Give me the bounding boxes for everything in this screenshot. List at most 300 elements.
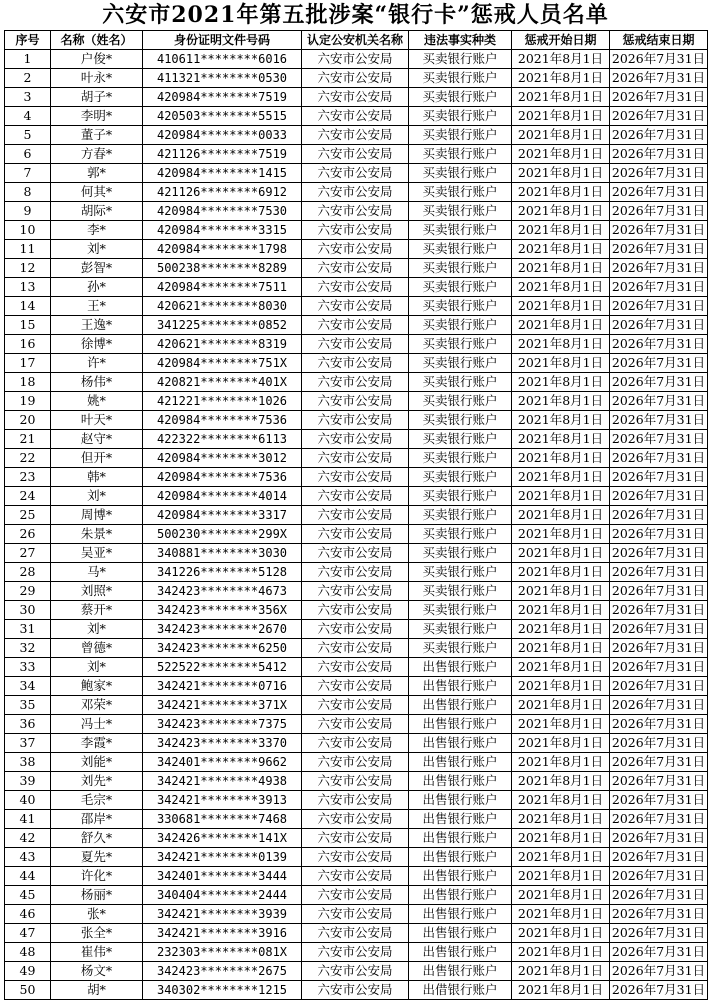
table-row <box>5 468 708 487</box>
end-date: 2026年7月31日 <box>610 202 708 221</box>
row-index: 39 <box>5 772 51 791</box>
violation-type: 出售银行账户 <box>409 696 512 715</box>
table-row <box>5 677 708 696</box>
end-date: 2026年7月31日 <box>610 69 708 88</box>
row-index: 29 <box>5 582 51 601</box>
table-row <box>5 734 708 753</box>
start-date: 2021年8月1日 <box>512 221 610 240</box>
table-row <box>5 487 708 506</box>
person-name: 吴亚* <box>51 544 143 563</box>
table-row <box>5 335 708 354</box>
violation-type: 买卖银行账户 <box>409 392 512 411</box>
row-index: 10 <box>5 221 51 240</box>
table-row <box>5 601 708 620</box>
authority-name: 六安市公安局 <box>302 449 409 468</box>
start-date: 2021年8月1日 <box>512 259 610 278</box>
person-name: 但开* <box>51 449 143 468</box>
id-number: 420984********7530 <box>143 202 302 221</box>
id-number: 420984********1798 <box>143 240 302 259</box>
row-index: 36 <box>5 715 51 734</box>
end-date: 2026年7月31日 <box>610 278 708 297</box>
table-row <box>5 658 708 677</box>
table-row <box>5 145 708 164</box>
end-date: 2026年7月31日 <box>610 335 708 354</box>
violation-type: 买卖银行账户 <box>409 69 512 88</box>
authority-name: 六安市公安局 <box>302 601 409 620</box>
violation-type: 买卖银行账户 <box>409 639 512 658</box>
table-row <box>5 449 708 468</box>
id-number: 420821********401X <box>143 373 302 392</box>
person-name: 王逸* <box>51 316 143 335</box>
id-number: 342421********0716 <box>143 677 302 696</box>
violation-type: 出售银行账户 <box>409 658 512 677</box>
start-date: 2021年8月1日 <box>512 544 610 563</box>
end-date: 2026年7月31日 <box>610 354 708 373</box>
col-name-header: 名称（姓名） <box>51 31 143 50</box>
table-row <box>5 240 708 259</box>
end-date: 2026年7月31日 <box>610 392 708 411</box>
id-number: 420984********3012 <box>143 449 302 468</box>
person-name: 朱景* <box>51 525 143 544</box>
authority-name: 六安市公安局 <box>302 981 409 1000</box>
person-name: 董子* <box>51 126 143 145</box>
violation-type: 买卖银行账户 <box>409 449 512 468</box>
start-date: 2021年8月1日 <box>512 620 610 639</box>
end-date: 2026年7月31日 <box>610 164 708 183</box>
id-number: 342423********2675 <box>143 962 302 981</box>
start-date: 2021年8月1日 <box>512 354 610 373</box>
violation-type: 买卖银行账户 <box>409 430 512 449</box>
id-number: 341225********0852 <box>143 316 302 335</box>
table-row <box>5 316 708 335</box>
row-index: 27 <box>5 544 51 563</box>
person-name: 李* <box>51 221 143 240</box>
start-date: 2021年8月1日 <box>512 829 610 848</box>
end-date: 2026年7月31日 <box>610 943 708 962</box>
person-name: 郭* <box>51 164 143 183</box>
end-date: 2026年7月31日 <box>610 620 708 639</box>
penalty-list-table <box>4 30 708 1000</box>
person-name: 杨文* <box>51 962 143 981</box>
table-row <box>5 126 708 145</box>
row-index: 6 <box>5 145 51 164</box>
end-date: 2026年7月31日 <box>610 240 708 259</box>
end-date: 2026年7月31日 <box>610 791 708 810</box>
id-number: 342421********0139 <box>143 848 302 867</box>
row-index: 44 <box>5 867 51 886</box>
start-date: 2021年8月1日 <box>512 639 610 658</box>
authority-name: 六安市公安局 <box>302 335 409 354</box>
person-name: 刘能* <box>51 753 143 772</box>
col-violation-type-header: 违法事实种类 <box>409 31 512 50</box>
authority-name: 六安市公安局 <box>302 69 409 88</box>
end-date: 2026年7月31日 <box>610 487 708 506</box>
end-date: 2026年7月31日 <box>610 297 708 316</box>
col-authority-header: 认定公安机关名称 <box>302 31 409 50</box>
end-date: 2026年7月31日 <box>610 639 708 658</box>
violation-type: 买卖银行账户 <box>409 582 512 601</box>
violation-type: 买卖银行账户 <box>409 240 512 259</box>
authority-name: 六安市公安局 <box>302 240 409 259</box>
row-index: 19 <box>5 392 51 411</box>
id-number: 340302********1215 <box>143 981 302 1000</box>
row-index: 22 <box>5 449 51 468</box>
start-date: 2021年8月1日 <box>512 677 610 696</box>
person-name: 何其* <box>51 183 143 202</box>
end-date: 2026年7月31日 <box>610 867 708 886</box>
row-index: 5 <box>5 126 51 145</box>
row-index: 7 <box>5 164 51 183</box>
id-number: 340881********3030 <box>143 544 302 563</box>
violation-type: 买卖银行账户 <box>409 601 512 620</box>
violation-type: 买卖银行账户 <box>409 145 512 164</box>
end-date: 2026年7月31日 <box>610 50 708 69</box>
id-number: 420984********7536 <box>143 411 302 430</box>
row-index: 12 <box>5 259 51 278</box>
person-name: 毛宗* <box>51 791 143 810</box>
end-date: 2026年7月31日 <box>610 449 708 468</box>
start-date: 2021年8月1日 <box>512 69 610 88</box>
person-name: 李明* <box>51 107 143 126</box>
end-date: 2026年7月31日 <box>610 183 708 202</box>
end-date: 2026年7月31日 <box>610 411 708 430</box>
violation-type: 买卖银行账户 <box>409 126 512 145</box>
id-number: 420984********3315 <box>143 221 302 240</box>
row-index: 23 <box>5 468 51 487</box>
id-number: 421126********6912 <box>143 183 302 202</box>
person-name: 刘* <box>51 487 143 506</box>
row-index: 1 <box>5 50 51 69</box>
id-number: 342421********3939 <box>143 905 302 924</box>
end-date: 2026年7月31日 <box>610 107 708 126</box>
table-row <box>5 639 708 658</box>
violation-type: 出售银行账户 <box>409 848 512 867</box>
violation-type: 买卖银行账户 <box>409 88 512 107</box>
authority-name: 六安市公安局 <box>302 924 409 943</box>
end-date: 2026年7月31日 <box>610 905 708 924</box>
row-index: 28 <box>5 563 51 582</box>
start-date: 2021年8月1日 <box>512 905 610 924</box>
start-date: 2021年8月1日 <box>512 848 610 867</box>
authority-name: 六安市公安局 <box>302 164 409 183</box>
start-date: 2021年8月1日 <box>512 297 610 316</box>
table-row <box>5 886 708 905</box>
row-index: 40 <box>5 791 51 810</box>
person-name: 刘先* <box>51 772 143 791</box>
start-date: 2021年8月1日 <box>512 810 610 829</box>
id-number: 420984********0033 <box>143 126 302 145</box>
authority-name: 六安市公安局 <box>302 791 409 810</box>
end-date: 2026年7月31日 <box>610 506 708 525</box>
table-row <box>5 582 708 601</box>
id-number: 420984********7511 <box>143 278 302 297</box>
id-number: 420984********1415 <box>143 164 302 183</box>
id-number: 422322********6113 <box>143 430 302 449</box>
table-row <box>5 791 708 810</box>
row-index: 2 <box>5 69 51 88</box>
id-number: 420984********751X <box>143 354 302 373</box>
start-date: 2021年8月1日 <box>512 525 610 544</box>
violation-type: 出售银行账户 <box>409 810 512 829</box>
table-row <box>5 506 708 525</box>
start-date: 2021年8月1日 <box>512 468 610 487</box>
start-date: 2021年8月1日 <box>512 392 610 411</box>
table-row <box>5 981 708 1000</box>
violation-type: 出售银行账户 <box>409 715 512 734</box>
end-date: 2026年7月31日 <box>610 316 708 335</box>
authority-name: 六安市公安局 <box>302 126 409 145</box>
row-index: 30 <box>5 601 51 620</box>
id-number: 342401********9662 <box>143 753 302 772</box>
table-row <box>5 297 708 316</box>
authority-name: 六安市公安局 <box>302 88 409 107</box>
start-date: 2021年8月1日 <box>512 943 610 962</box>
table-row <box>5 88 708 107</box>
person-name: 张* <box>51 905 143 924</box>
end-date: 2026年7月31日 <box>610 677 708 696</box>
start-date: 2021年8月1日 <box>512 487 610 506</box>
authority-name: 六安市公安局 <box>302 373 409 392</box>
person-name: 刘* <box>51 658 143 677</box>
authority-name: 六安市公安局 <box>302 50 409 69</box>
header-row <box>5 31 708 50</box>
violation-type: 买卖银行账户 <box>409 316 512 335</box>
start-date: 2021年8月1日 <box>512 601 610 620</box>
violation-type: 买卖银行账户 <box>409 259 512 278</box>
start-date: 2021年8月1日 <box>512 867 610 886</box>
table-row <box>5 221 708 240</box>
violation-type: 出售银行账户 <box>409 791 512 810</box>
table-row <box>5 905 708 924</box>
id-number: 420621********8319 <box>143 335 302 354</box>
row-index: 18 <box>5 373 51 392</box>
person-name: 胡子* <box>51 88 143 107</box>
end-date: 2026年7月31日 <box>610 221 708 240</box>
end-date: 2026年7月31日 <box>610 715 708 734</box>
authority-name: 六安市公安局 <box>302 620 409 639</box>
end-date: 2026年7月31日 <box>610 525 708 544</box>
start-date: 2021年8月1日 <box>512 430 610 449</box>
end-date: 2026年7月31日 <box>610 981 708 1000</box>
end-date: 2026年7月31日 <box>610 924 708 943</box>
id-number: 342423********356X <box>143 601 302 620</box>
person-name: 刘照* <box>51 582 143 601</box>
start-date: 2021年8月1日 <box>512 278 610 297</box>
person-name: 叶天* <box>51 411 143 430</box>
person-name: 邓荣* <box>51 696 143 715</box>
id-number: 342421********371X <box>143 696 302 715</box>
id-number: 420984********4014 <box>143 487 302 506</box>
authority-name: 六安市公安局 <box>302 487 409 506</box>
row-index: 43 <box>5 848 51 867</box>
person-name: 许* <box>51 354 143 373</box>
start-date: 2021年8月1日 <box>512 772 610 791</box>
authority-name: 六安市公安局 <box>302 411 409 430</box>
violation-type: 出售银行账户 <box>409 772 512 791</box>
person-name: 杨丽* <box>51 886 143 905</box>
row-index: 15 <box>5 316 51 335</box>
id-number: 411321********0530 <box>143 69 302 88</box>
violation-type: 出售银行账户 <box>409 905 512 924</box>
person-name: 张全* <box>51 924 143 943</box>
start-date: 2021年8月1日 <box>512 373 610 392</box>
table-row <box>5 772 708 791</box>
start-date: 2021年8月1日 <box>512 164 610 183</box>
row-index: 24 <box>5 487 51 506</box>
row-index: 47 <box>5 924 51 943</box>
row-index: 33 <box>5 658 51 677</box>
table-row <box>5 544 708 563</box>
end-date: 2026年7月31日 <box>610 468 708 487</box>
row-index: 21 <box>5 430 51 449</box>
row-index: 13 <box>5 278 51 297</box>
violation-type: 出售银行账户 <box>409 924 512 943</box>
end-date: 2026年7月31日 <box>610 734 708 753</box>
violation-type: 出借银行账户 <box>409 981 512 1000</box>
person-name: 崔伟* <box>51 943 143 962</box>
end-date: 2026年7月31日 <box>610 848 708 867</box>
id-number: 342421********3916 <box>143 924 302 943</box>
violation-type: 买卖银行账户 <box>409 50 512 69</box>
violation-type: 买卖银行账户 <box>409 487 512 506</box>
row-index: 46 <box>5 905 51 924</box>
person-name: 叶永* <box>51 69 143 88</box>
table-row <box>5 354 708 373</box>
id-number: 420984********7519 <box>143 88 302 107</box>
table-header <box>5 31 708 50</box>
row-index: 25 <box>5 506 51 525</box>
person-name: 曾德* <box>51 639 143 658</box>
violation-type: 出售银行账户 <box>409 867 512 886</box>
violation-type: 买卖银行账户 <box>409 183 512 202</box>
violation-type: 买卖银行账户 <box>409 221 512 240</box>
violation-type: 买卖银行账户 <box>409 544 512 563</box>
row-index: 50 <box>5 981 51 1000</box>
table-row <box>5 107 708 126</box>
row-index: 4 <box>5 107 51 126</box>
start-date: 2021年8月1日 <box>512 411 610 430</box>
violation-type: 买卖银行账户 <box>409 202 512 221</box>
start-date: 2021年8月1日 <box>512 734 610 753</box>
table-row <box>5 411 708 430</box>
person-name: 马* <box>51 563 143 582</box>
start-date: 2021年8月1日 <box>512 563 610 582</box>
row-index: 8 <box>5 183 51 202</box>
person-name: 徐博* <box>51 335 143 354</box>
authority-name: 六安市公安局 <box>302 145 409 164</box>
person-name: 邵岸* <box>51 810 143 829</box>
authority-name: 六安市公安局 <box>302 677 409 696</box>
id-number: 342423********6250 <box>143 639 302 658</box>
authority-name: 六安市公安局 <box>302 715 409 734</box>
start-date: 2021年8月1日 <box>512 126 610 145</box>
violation-type: 出售银行账户 <box>409 962 512 981</box>
authority-name: 六安市公安局 <box>302 525 409 544</box>
id-number: 420984********7536 <box>143 468 302 487</box>
id-number: 342426********141X <box>143 829 302 848</box>
violation-type: 出售银行账户 <box>409 829 512 848</box>
end-date: 2026年7月31日 <box>610 145 708 164</box>
row-index: 42 <box>5 829 51 848</box>
table-row <box>5 943 708 962</box>
table-row <box>5 715 708 734</box>
authority-name: 六安市公安局 <box>302 202 409 221</box>
row-index: 31 <box>5 620 51 639</box>
table-row <box>5 392 708 411</box>
authority-name: 六安市公安局 <box>302 506 409 525</box>
table-row <box>5 563 708 582</box>
id-number: 522522********5412 <box>143 658 302 677</box>
table-row <box>5 829 708 848</box>
id-number: 500230********299X <box>143 525 302 544</box>
authority-name: 六安市公安局 <box>302 867 409 886</box>
person-name: 户俊* <box>51 50 143 69</box>
start-date: 2021年8月1日 <box>512 886 610 905</box>
id-number: 342421********4938 <box>143 772 302 791</box>
end-date: 2026年7月31日 <box>610 126 708 145</box>
start-date: 2021年8月1日 <box>512 962 610 981</box>
violation-type: 买卖银行账户 <box>409 411 512 430</box>
violation-type: 买卖银行账户 <box>409 164 512 183</box>
row-index: 34 <box>5 677 51 696</box>
authority-name: 六安市公安局 <box>302 734 409 753</box>
end-date: 2026年7月31日 <box>610 658 708 677</box>
authority-name: 六安市公安局 <box>302 696 409 715</box>
authority-name: 六安市公安局 <box>302 468 409 487</box>
document-title: 六安市2021年第五批涉案“银行卡”惩戒人员名单 <box>102 2 609 28</box>
row-index: 9 <box>5 202 51 221</box>
table-row <box>5 259 708 278</box>
end-date: 2026年7月31日 <box>610 772 708 791</box>
violation-type: 买卖银行账户 <box>409 620 512 639</box>
person-name: 孙* <box>51 278 143 297</box>
violation-type: 买卖银行账户 <box>409 297 512 316</box>
person-name: 胡* <box>51 981 143 1000</box>
id-number: 421221********1026 <box>143 392 302 411</box>
violation-type: 买卖银行账户 <box>409 468 512 487</box>
authority-name: 六安市公安局 <box>302 544 409 563</box>
id-number: 340404********2444 <box>143 886 302 905</box>
id-number: 420503********5515 <box>143 107 302 126</box>
violation-type: 出售银行账户 <box>409 677 512 696</box>
authority-name: 六安市公安局 <box>302 753 409 772</box>
authority-name: 六安市公安局 <box>302 962 409 981</box>
col-start-date-header: 惩戒开始日期 <box>512 31 610 50</box>
authority-name: 六安市公安局 <box>302 107 409 126</box>
end-date: 2026年7月31日 <box>610 544 708 563</box>
start-date: 2021年8月1日 <box>512 88 610 107</box>
person-name: 周博* <box>51 506 143 525</box>
start-date: 2021年8月1日 <box>512 715 610 734</box>
table-row <box>5 69 708 88</box>
authority-name: 六安市公安局 <box>302 943 409 962</box>
violation-type: 买卖银行账户 <box>409 563 512 582</box>
id-number: 500238********8289 <box>143 259 302 278</box>
col-end-date-header: 惩戒结束日期 <box>610 31 708 50</box>
end-date: 2026年7月31日 <box>610 962 708 981</box>
violation-type: 买卖银行账户 <box>409 278 512 297</box>
authority-name: 六安市公安局 <box>302 316 409 335</box>
person-name: 刘* <box>51 620 143 639</box>
table-row <box>5 810 708 829</box>
table-row <box>5 962 708 981</box>
start-date: 2021年8月1日 <box>512 449 610 468</box>
row-index: 11 <box>5 240 51 259</box>
id-number: 342423********4673 <box>143 582 302 601</box>
start-date: 2021年8月1日 <box>512 107 610 126</box>
col-id-number-header: 身份证明文件号码 <box>143 31 302 50</box>
authority-name: 六安市公安局 <box>302 392 409 411</box>
